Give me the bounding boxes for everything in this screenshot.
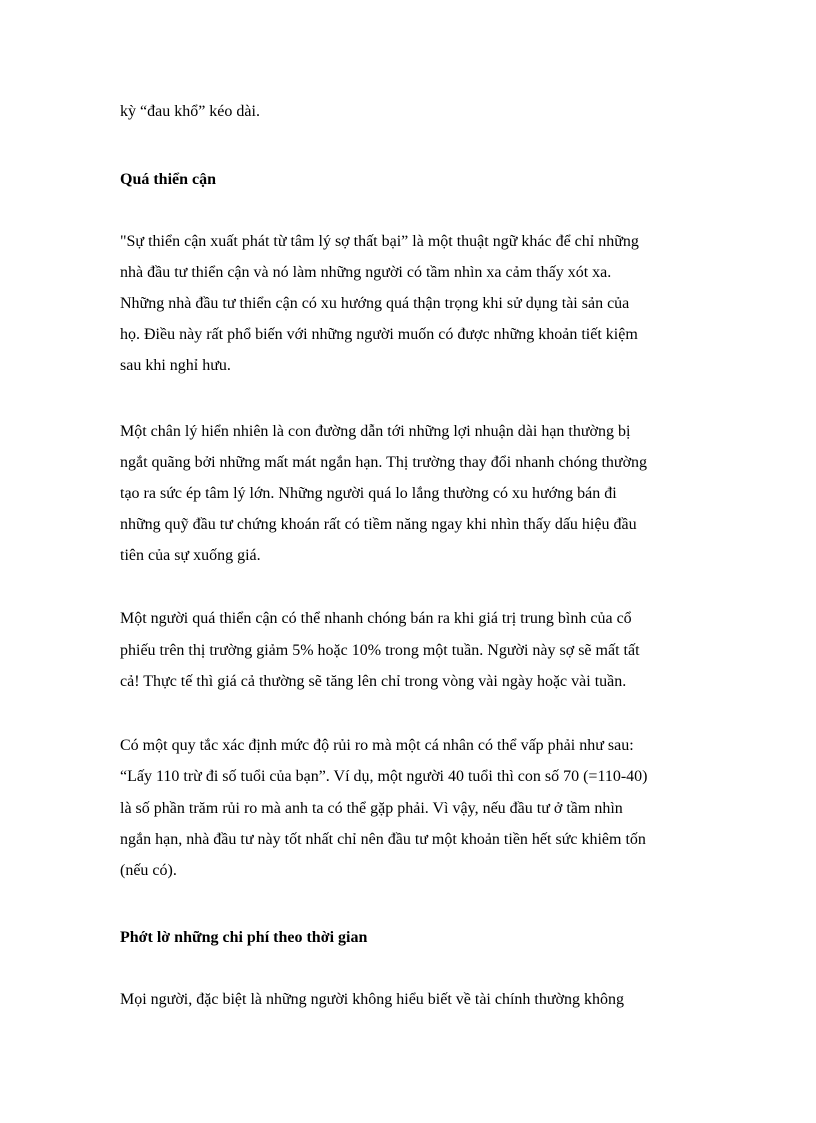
text-line: Những nhà đầu tư thiển cận có xu hướng quá thận trọng khi sử dụng tài sản của (120, 295, 630, 312)
text-line: (nếu có). (120, 862, 177, 879)
text-line: “Lấy 110 trừ đi số tuổi của bạn”. Ví dụ, một người 40 tuổi thì con số 70 (=110-40) (120, 768, 648, 785)
text-line: Một chân lý hiển nhiên là con đường dẫn tới những lợi nhuận dài hạn thường bị (120, 423, 631, 440)
text-line: kỳ “đau khổ” kéo dài. (120, 103, 260, 120)
text-line: tiên của sự xuống giá. (120, 547, 261, 564)
text-line: phiếu trên thị trường giảm 5% hoặc 10% trong một tuần. Người này sợ sẽ mất tất (120, 642, 640, 659)
text-line: tạo ra sức ép tâm lý lớn. Những người quá lo lắng thường có xu hướng bán đi (120, 485, 617, 502)
text-line: Một người quá thiển cận có thể nhanh chóng bán ra khi giá trị trung bình của cổ (120, 610, 632, 627)
text-line: là số phần trăm rủi ro mà anh ta có thể gặp phải. Vì vậy, nếu đầu tư ở tầm nhìn (120, 800, 623, 817)
text-line: Mọi người, đặc biệt là những người không hiểu biết về tài chính thường không (120, 991, 624, 1008)
text-line: những quỹ đầu tư chứng khoán rất có tiềm năng ngay khi nhìn thấy dấu hiệu đầu (120, 516, 637, 533)
text-line: họ. Điều này rất phổ biến với những người muốn có được những khoản tiết kiệm (120, 326, 638, 343)
text-line: Có một quy tắc xác định mức độ rủi ro mà một cá nhân có thể vấp phải như sau: (120, 737, 634, 754)
text-line: ngắt quãng bởi những mất mát ngắn hạn. Thị trường thay đổi nhanh chóng thường (120, 454, 648, 471)
text-line: sau khi nghỉ hưu. (120, 357, 231, 374)
section-heading: Phớt lờ những chi phí theo thời gian (120, 929, 368, 946)
text-line: cả! Thực tế thì giá cả thường sẽ tăng lên chỉ trong vòng vài ngày hoặc vài tuần. (120, 673, 627, 690)
text-line: nhà đầu tư thiển cận và nó làm những người có tầm nhìn xa cảm thấy xót xa. (120, 264, 612, 281)
text-line: ngắn hạn, nhà đầu tư này tốt nhất chỉ nên đầu tư một khoản tiền hết sức khiêm tốn (120, 831, 646, 848)
text-line: "Sự thiển cận xuất phát từ tâm lý sợ thất bại” là một thuật ngữ khác để chỉ những (120, 233, 639, 250)
section-heading: Quá thiển cận (120, 171, 217, 188)
